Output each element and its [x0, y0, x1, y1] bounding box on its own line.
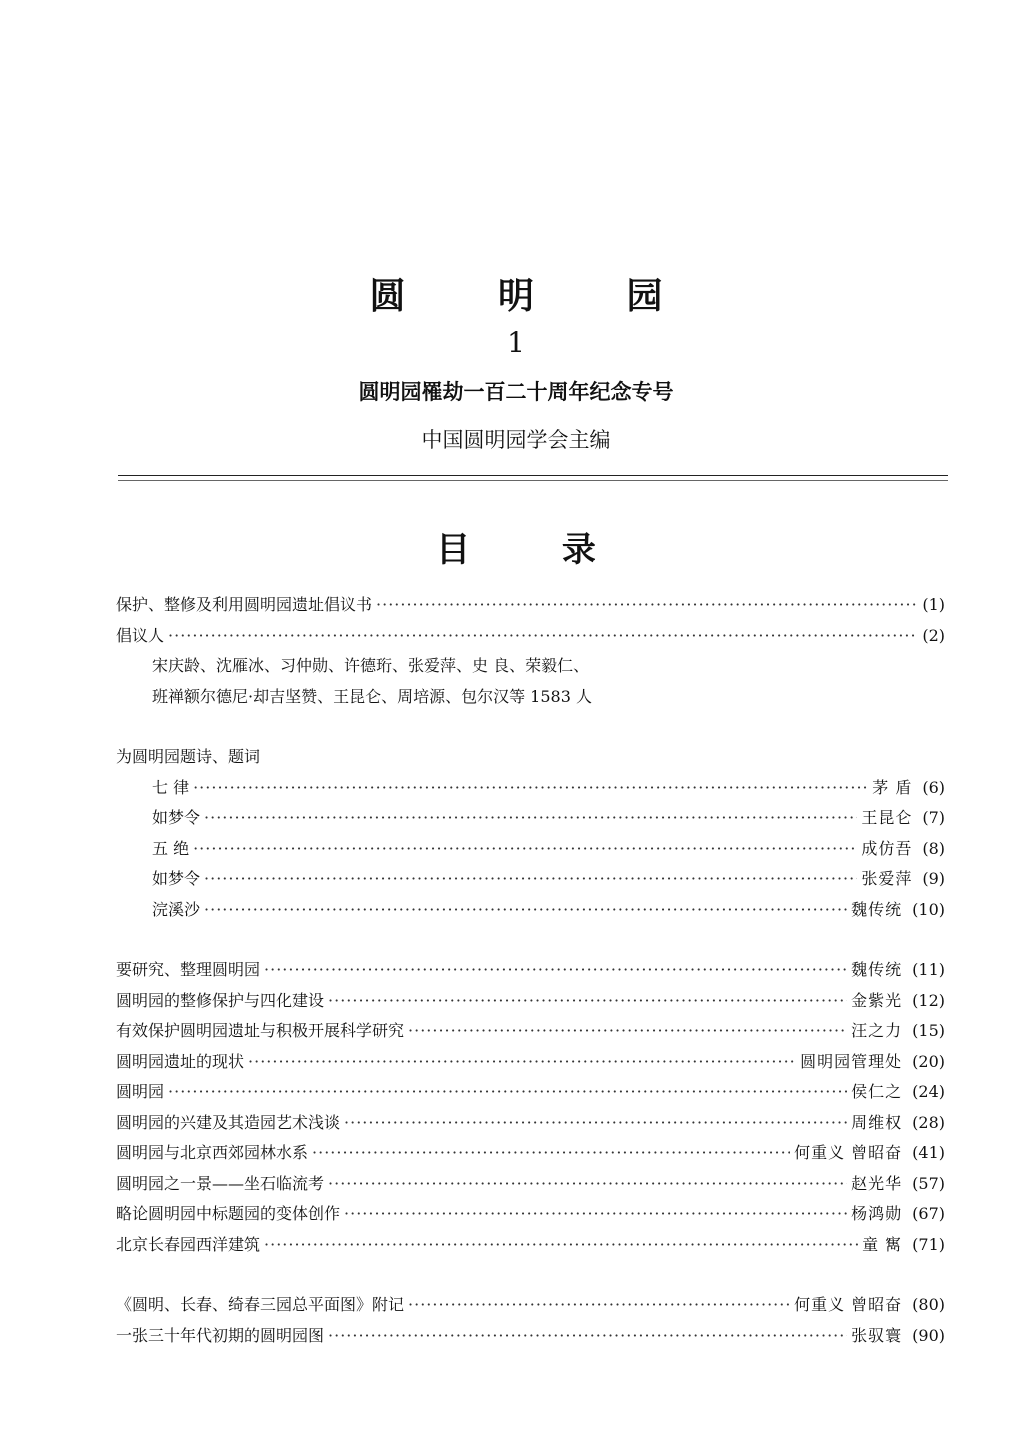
divider-rule — [118, 475, 948, 476]
section-gap — [116, 714, 945, 744]
leader-dots — [168, 626, 918, 645]
entry-page: (20) — [912, 1051, 945, 1071]
toc-heading: 目 录 — [436, 530, 636, 570]
entry-title: 略论圆明园中标题园的变体创作 — [116, 1204, 341, 1223]
toc-entry — [116, 1232, 945, 1263]
entry-title: 七 律 — [152, 777, 190, 797]
entry-page: (41) — [912, 1143, 945, 1162]
toc-entry — [116, 1323, 945, 1354]
entry-page: (28) — [912, 1112, 945, 1132]
entry-author: 何重义 曾昭奋 — [794, 1143, 903, 1162]
entry-title: 圆明园遗址的现状 — [116, 1051, 245, 1071]
entry-title: 如梦令 — [152, 869, 201, 888]
leader-dots — [376, 595, 918, 614]
divider-rule-secondary — [118, 480, 948, 481]
entry-page: (1) — [922, 595, 945, 614]
leader-dots — [204, 808, 857, 827]
leader-dots — [328, 991, 847, 1010]
toc-entry — [116, 988, 945, 1019]
entry-author: 魏传统 — [851, 899, 903, 919]
entry-page: (10) — [912, 899, 945, 919]
entry-author: 侯仁之 — [851, 1082, 903, 1101]
entry-page: (11) — [912, 960, 945, 979]
entry-page: (12) — [912, 990, 945, 1010]
toc-entry — [116, 1292, 945, 1323]
entry-title: 圆明园的兴建及其造园艺术浅谈 — [116, 1112, 341, 1132]
leader-dots — [312, 1143, 790, 1162]
entry-title: 五 绝 — [152, 838, 190, 858]
entry-author: 赵光华 — [851, 1173, 903, 1193]
entry-page: (24) — [912, 1082, 945, 1101]
entry-author: 成仿吾 — [861, 838, 913, 858]
leader-dots — [264, 960, 847, 979]
leader-dots — [193, 778, 868, 797]
entry-title: 北京长春园西洋建筑 — [116, 1234, 261, 1254]
entry-title: 《圆明、长春、绮春三园总平面图》附记 — [116, 1295, 405, 1314]
section-gap — [116, 1262, 945, 1292]
entry-title: 一张三十年代初期的圆明园图 — [116, 1325, 325, 1345]
entry-author: 张驭寰 — [851, 1325, 903, 1345]
toc-entry — [116, 1018, 945, 1049]
issue-subtitle: 圆明园罹劫一百二十周年纪念专号 — [358, 380, 674, 404]
toc-entry — [116, 866, 945, 897]
toc-entry — [116, 1110, 945, 1141]
signatory-names: 班禅额尔德尼·却吉坚赞、王昆仑、周培源、包尔汉等 1583 人 — [152, 686, 592, 706]
signatory-names: 宋庆龄、沈雁冰、习仲勋、许德珩、张爱萍、史 良、荣毅仁、 — [152, 656, 590, 675]
leader-dots — [408, 1021, 847, 1040]
toc-entry — [116, 592, 945, 623]
toc-entry — [116, 775, 945, 806]
leader-dots — [204, 869, 857, 888]
section-gap — [116, 927, 945, 957]
entry-page: (80) — [912, 1295, 945, 1314]
entry-author: 茅 盾 — [872, 777, 913, 797]
leader-dots — [168, 1082, 847, 1101]
leader-dots — [344, 1113, 847, 1132]
entry-page: (6) — [922, 777, 945, 797]
leader-dots — [248, 1052, 796, 1071]
toc-entry — [116, 1201, 945, 1232]
entry-page: (90) — [912, 1325, 945, 1345]
entry-title: 浣溪沙 — [152, 899, 201, 919]
table-of-contents — [116, 592, 945, 1353]
entry-page: (67) — [912, 1204, 945, 1223]
toc-entry — [116, 623, 945, 654]
entry-author: 张爱萍 — [861, 869, 913, 888]
entry-page: (9) — [922, 869, 945, 888]
leader-dots — [408, 1295, 790, 1314]
book-title: 圆 明 园 — [369, 276, 703, 317]
entry-page: (57) — [912, 1173, 945, 1193]
entry-title: 圆明园的整修保护与四化建设 — [116, 990, 325, 1010]
leader-dots — [328, 1326, 847, 1345]
toc-entry — [116, 805, 945, 836]
entry-title: 圆明园 — [116, 1082, 165, 1101]
entry-author: 杨鸿勋 — [851, 1204, 903, 1223]
entry-author: 圆明园管理处 — [800, 1051, 903, 1071]
section-heading: 为圆明园题诗、题词 — [116, 747, 261, 766]
entry-title: 圆明园之一景——坐石临流考 — [116, 1173, 325, 1193]
entry-title: 如梦令 — [152, 808, 201, 827]
toc-entry — [116, 1171, 945, 1202]
entry-author: 金紫光 — [851, 990, 903, 1010]
leader-dots — [204, 900, 847, 919]
leader-dots — [264, 1235, 858, 1254]
entry-page: (7) — [922, 808, 945, 827]
entry-author: 周维权 — [851, 1112, 903, 1132]
toc-entry — [116, 1079, 945, 1110]
entry-author: 何重义 曾昭奋 — [794, 1295, 903, 1314]
toc-entry — [116, 836, 945, 867]
entry-title: 保护、整修及利用圆明园遗址倡议书 — [116, 595, 373, 614]
editor-line: 中国圆明园学会主编 — [421, 428, 611, 452]
entry-author: 王昆仑 — [861, 808, 913, 827]
volume-number: 1 — [507, 326, 525, 359]
toc-entry — [116, 1140, 945, 1171]
leader-dots — [328, 1174, 847, 1193]
entry-author: 魏传统 — [851, 960, 903, 979]
entry-page: (71) — [912, 1234, 945, 1254]
entry-page: (2) — [922, 625, 945, 645]
entry-author: 汪之力 — [851, 1021, 903, 1040]
leader-dots — [344, 1204, 847, 1223]
leader-dots — [193, 839, 857, 858]
entry-title: 有效保护圆明园遗址与积极开展科学研究 — [116, 1021, 405, 1040]
entry-author: 童 寯 — [862, 1234, 903, 1254]
toc-entry — [116, 957, 945, 988]
entry-page: (15) — [912, 1021, 945, 1040]
toc-entry — [116, 1049, 945, 1080]
entry-title: 倡议人 — [116, 625, 165, 645]
entry-title: 要研究、整理圆明园 — [116, 960, 261, 979]
entry-page: (8) — [922, 838, 945, 858]
toc-entry — [116, 897, 945, 928]
entry-title: 圆明园与北京西郊园林水系 — [116, 1143, 309, 1162]
